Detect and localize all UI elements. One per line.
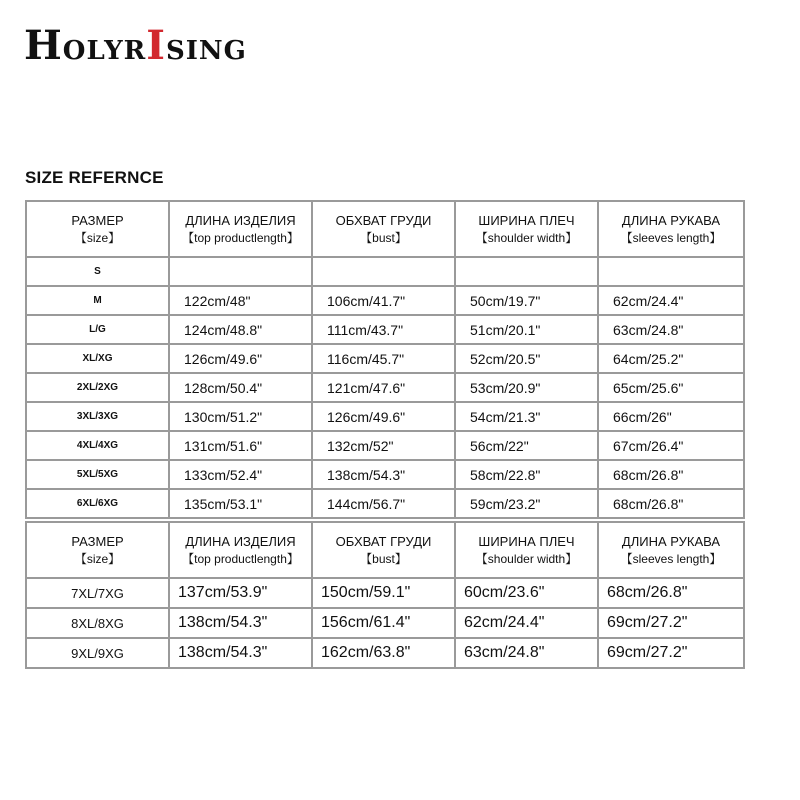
size-cell: XL/XG [27, 345, 168, 372]
header-cell [27, 523, 168, 577]
header-ru-label: ОБХВАТ ГРУДИ [335, 534, 432, 549]
measurement-cell: 63cm/24.8" [599, 316, 743, 343]
measurement-cell: 128cm/50.4" [170, 374, 311, 401]
measurement-cell: 68cm/26.8" [599, 461, 743, 488]
table-row [27, 403, 743, 430]
size-cell: 8XL/8XG [27, 609, 168, 637]
size-cell: M [27, 287, 168, 314]
table-row [27, 258, 743, 285]
size-table-2 [25, 521, 745, 669]
table-row [27, 490, 743, 517]
measurement-cell: 138cm/54.3" [170, 609, 311, 637]
measurement-cell: 59cm/23.2" [456, 490, 597, 517]
header-cell [313, 202, 454, 256]
header-en-label: 【 size 】 [27, 551, 168, 567]
header-ru-label: ДЛИНА РУКАВА [621, 534, 721, 549]
header-en-label: 【 size 】 [27, 230, 168, 246]
measurement-cell: 67cm/26.4" [599, 432, 743, 459]
measurement-cell: 150cm/59.1" [313, 579, 454, 607]
header-ru-label: ДЛИНА РУКАВА [621, 213, 721, 228]
measurement-cell: 111cm/43.7" [313, 316, 454, 343]
measurement-cell [456, 258, 597, 285]
header-en-label: 【 sleeves length 】 [599, 230, 743, 246]
measurement-cell: 138cm/54.3" [313, 461, 454, 488]
measurement-cell: 69cm/27.2" [599, 609, 743, 637]
measurement-cell: 62cm/24.4" [599, 287, 743, 314]
header-cell [456, 523, 597, 577]
size-cell: 5XL/5XG [27, 461, 168, 488]
measurement-cell: 156cm/61.4" [313, 609, 454, 637]
measurement-cell: 53cm/20.9" [456, 374, 597, 401]
header-en-label: 【 bust 】 [313, 551, 454, 567]
logo-initial: H [24, 22, 63, 69]
table-row [27, 432, 743, 459]
measurement-cell: 58cm/22.8" [456, 461, 597, 488]
header-cell [170, 523, 311, 577]
logo-text-1: OLYR [62, 36, 147, 66]
measurement-cell: 116cm/45.7" [313, 345, 454, 372]
measurement-cell: 122cm/48" [170, 287, 311, 314]
size-cell: 6XL/6XG [27, 490, 168, 517]
header-cell [170, 202, 311, 256]
measurement-cell: 66cm/26" [599, 403, 743, 430]
measurement-cell: 126cm/49.6" [170, 345, 311, 372]
header-cell [456, 202, 597, 256]
size-table-1 [25, 200, 745, 519]
size-cell: 2XL/2XG [27, 374, 168, 401]
table-header-row [27, 202, 743, 256]
brand-logo [24, 22, 247, 69]
header-ru-label: ШИРИНА ПЛЕЧ [478, 213, 575, 228]
measurement-cell: 132cm/52" [313, 432, 454, 459]
table-row [27, 316, 743, 343]
header-ru-label: ОБХВАТ ГРУДИ [335, 213, 432, 228]
header-ru-label: ШИРИНА ПЛЕЧ [478, 534, 575, 549]
logo-text-2: SING [165, 36, 247, 66]
size-cell: 9XL/9XG [27, 639, 168, 667]
header-en-label: 【 shoulder width 】 [456, 230, 597, 246]
header-en-label: 【 shoulder width 】 [456, 551, 597, 567]
measurement-cell: 135cm/53.1" [170, 490, 311, 517]
header-cell [27, 202, 168, 256]
header-en-label: 【 bust 】 [313, 230, 454, 246]
table-row [27, 639, 743, 667]
measurement-cell: 131cm/51.6" [170, 432, 311, 459]
header-en-label: 【 top productlength 】 [170, 551, 311, 567]
measurement-cell: 162cm/63.8" [313, 639, 454, 667]
size-cell: 7XL/7XG [27, 579, 168, 607]
header-cell [313, 523, 454, 577]
measurement-cell: 68cm/26.8" [599, 490, 743, 517]
measurement-cell: 56cm/22" [456, 432, 597, 459]
measurement-cell: 124cm/48.8" [170, 316, 311, 343]
measurement-cell: 121cm/47.6" [313, 374, 454, 401]
measurement-cell: 133cm/52.4" [170, 461, 311, 488]
measurement-cell: 62cm/24.4" [456, 609, 597, 637]
header-ru-label: ДЛИНА ИЗДЕЛИЯ [185, 213, 296, 228]
measurement-cell: 50cm/19.7" [456, 287, 597, 314]
header-cell [599, 523, 743, 577]
size-cell: 3XL/3XG [27, 403, 168, 430]
header-ru-label: РАЗМЕР [71, 213, 124, 228]
measurement-cell: 64cm/25.2" [599, 345, 743, 372]
measurement-cell: 137cm/53.9" [170, 579, 311, 607]
measurement-cell: 60cm/23.6" [456, 579, 597, 607]
measurement-cell: 144cm/56.7" [313, 490, 454, 517]
logo-red-letter: I [146, 22, 166, 69]
measurement-cell [170, 258, 311, 285]
header-ru-label: ДЛИНА ИЗДЕЛИЯ [185, 534, 296, 549]
size-cell: 4XL/4XG [27, 432, 168, 459]
size-cell: L/G [27, 316, 168, 343]
measurement-cell [313, 258, 454, 285]
header-cell [599, 202, 743, 256]
header-en-label: 【 top productlength 】 [170, 230, 311, 246]
measurement-cell: 51cm/20.1" [456, 316, 597, 343]
measurement-cell: 52cm/20.5" [456, 345, 597, 372]
measurement-cell: 68cm/26.8" [599, 579, 743, 607]
measurement-cell: 106cm/41.7" [313, 287, 454, 314]
table-header-row [27, 523, 743, 577]
measurement-cell: 138cm/54.3" [170, 639, 311, 667]
measurement-cell [599, 258, 743, 285]
measurement-cell: 130cm/51.2" [170, 403, 311, 430]
measurement-cell: 54cm/21.3" [456, 403, 597, 430]
measurement-cell: 126cm/49.6" [313, 403, 454, 430]
table-row [27, 461, 743, 488]
measurement-cell: 65cm/25.6" [599, 374, 743, 401]
table-row [27, 579, 743, 607]
header-ru-label: РАЗМЕР [71, 534, 124, 549]
table-row [27, 345, 743, 372]
measurement-cell: 63cm/24.8" [456, 639, 597, 667]
measurement-cell: 69cm/27.2" [599, 639, 743, 667]
table-row [27, 287, 743, 314]
header-en-label: 【 sleeves length 】 [599, 551, 743, 567]
page-title: SIZE REFERNCE [25, 168, 164, 187]
table-row [27, 374, 743, 401]
size-cell: S [27, 258, 168, 285]
table-row [27, 609, 743, 637]
